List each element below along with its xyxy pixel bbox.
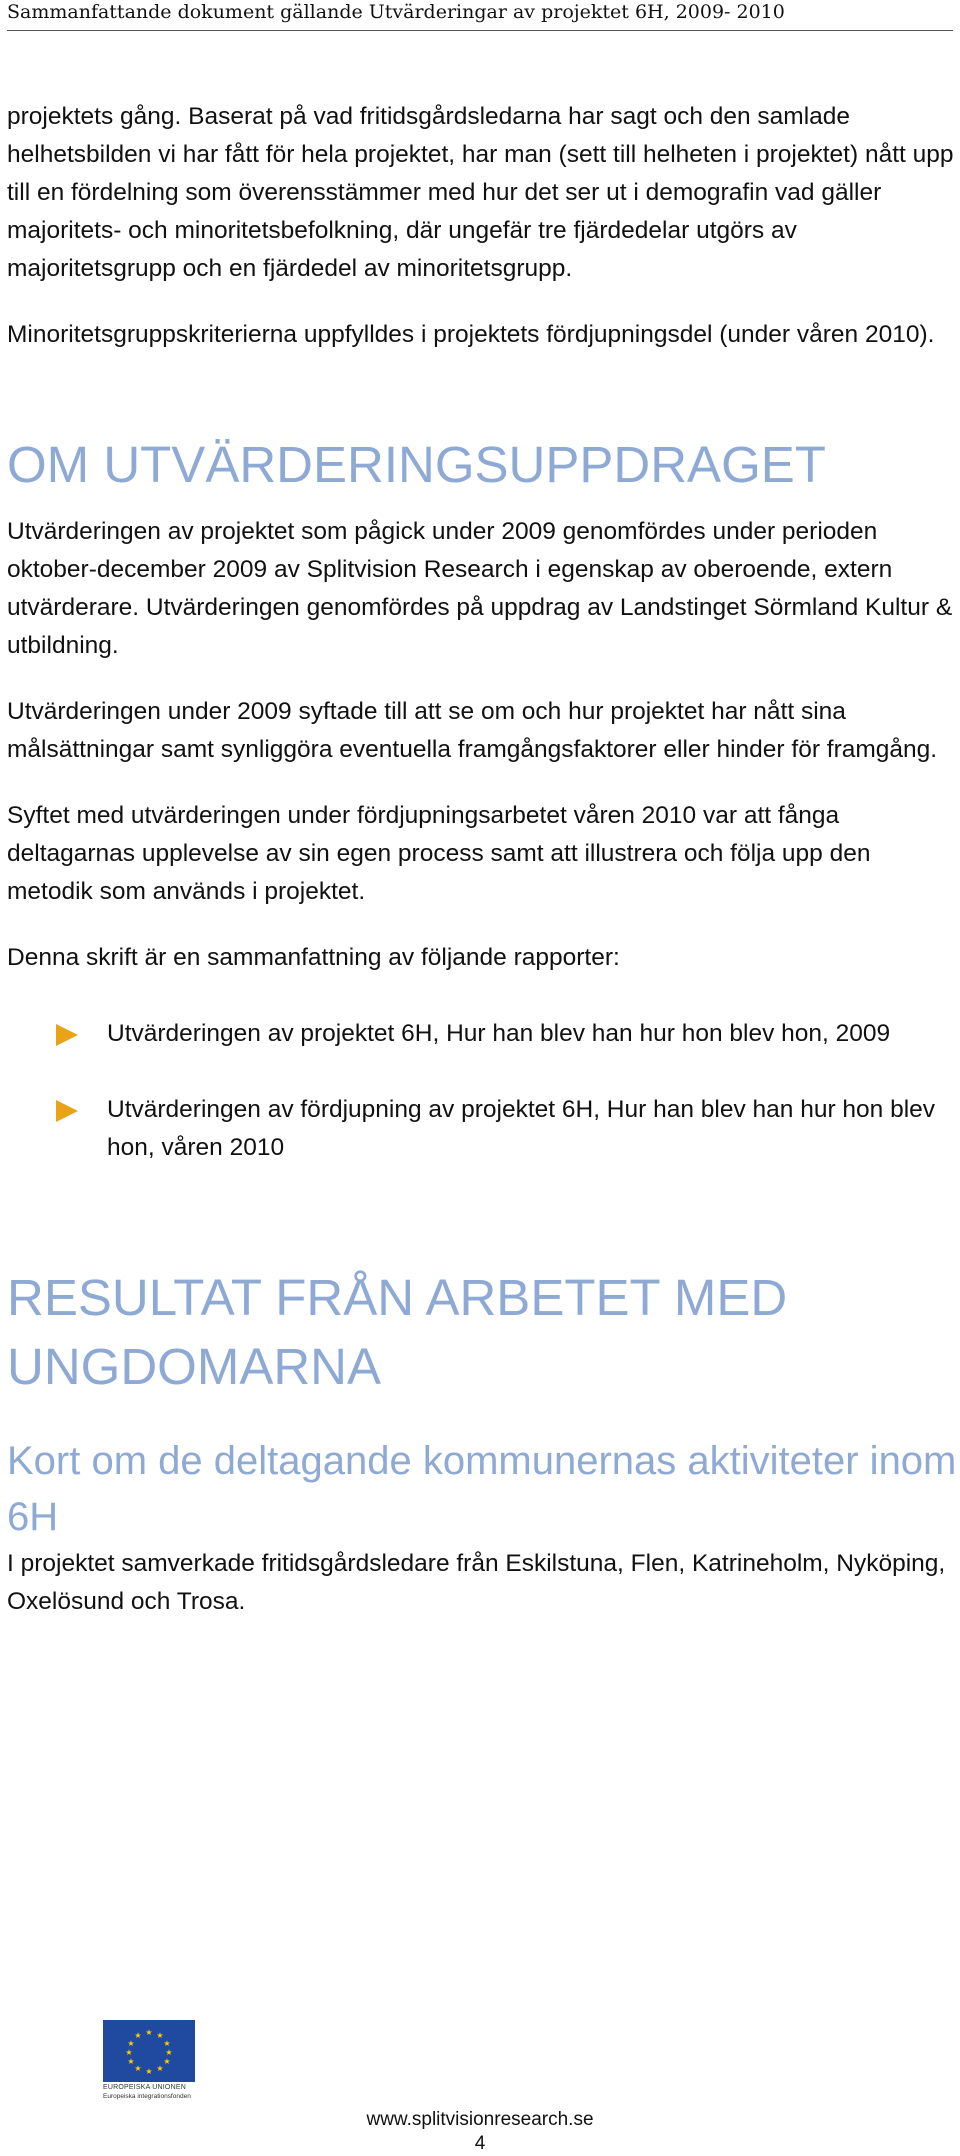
- eu-caption-subtitle: Europeiska integrationsfonden: [103, 2093, 191, 2100]
- page-number: 4: [474, 2133, 486, 2154]
- svg-text:★: ★: [125, 2048, 133, 2057]
- section-heading-assignment: OM UTVÄRDERINGSUPPDRAGET: [7, 436, 826, 493]
- footer-url: www.splitvisionresearch.se: [366, 2109, 594, 2130]
- subsection-heading: Kort om de deltagande kommunernas aktiviteter inom 6H: [7, 1439, 957, 1539]
- svg-text:★: ★: [145, 2028, 153, 2037]
- assignment-paragraph-3: Syftet med utvärderingen under fördjupningsarbetet våren 2010 var att fånga deltagarnas upplevelse av sin egen process samt att illustrera och följa upp den metodik som används i projektet.: [7, 802, 871, 905]
- svg-text:★: ★: [163, 2057, 171, 2066]
- section-heading-results: RESULTAT FRÅN ARBETET MED UNGDOMARNA: [7, 1269, 788, 1395]
- page-content: [7, 98, 957, 1621]
- assignment-paragraph-1: Utvärderingen av projektet som pågick under 2009 genomfördes under perioden oktober-december 2009 av Splitvision Research i egenskap av oberoende, extern utvärderare. Utvärderingen genomfördes på uppdrag av Landstinget Sörmland Kultur & utbildning.: [7, 518, 953, 659]
- svg-text:★: ★: [156, 2031, 164, 2040]
- eu-flag-icon: [103, 2020, 195, 2082]
- svg-text:★: ★: [145, 2067, 153, 2076]
- header-title: Sammanfattande dokument gällande Utvärderingar av projektet 6H, 2009- 2010: [7, 1, 785, 23]
- results-paragraph: I projektet samverkade fritidsgårdsledare från Eskilstuna, Flen, Katrineholm, Nyköping, Oxelösund och Trosa.: [7, 1550, 946, 1615]
- list-item: [7, 1015, 957, 1053]
- list-item: [7, 1091, 957, 1167]
- svg-text:★: ★: [134, 2031, 142, 2040]
- svg-text:★: ★: [165, 2048, 173, 2057]
- intro-paragraph-1: projektets gång. Baserat på vad fritidsgårdsledarna har sagt och den samlade helhetsbilden vi har fått för hela projektet, har man (sett till helheten i projektet) nått upp till en fördelning som överensstämmer med hur det ser ut i demografin vad gäller majoritets- och minoritetsbefolkning, där ungefär tre fjärdedelar utgörs av majoritetsgrupp och en fjärdedel av minoritetsgrupp.: [7, 103, 954, 282]
- svg-text:★: ★: [134, 2064, 142, 2073]
- svg-text:★: ★: [156, 2064, 164, 2073]
- svg-text:★: ★: [163, 2039, 171, 2048]
- arrow-bullet-icon: [56, 1100, 78, 1122]
- eu-logo: [100, 2020, 200, 2120]
- eu-caption-title: EUROPEISKA UNIONEN: [103, 2084, 186, 2091]
- svg-text:★: ★: [127, 2057, 135, 2066]
- svg-text:★: ★: [127, 2039, 135, 2048]
- assignment-paragraph-2: Utvärderingen under 2009 syftade till att se om och hur projektet har nått sina målsättningar samt synliggöra eventuella framgångsfaktorer eller hinder för framgång.: [7, 698, 938, 763]
- intro-paragraph-2: Minoritetsgruppskriterierna uppfylldes i projektets fördjupningsdel (under våren 2010).: [7, 321, 935, 348]
- report-title: Utvärderingen av projektet 6H, Hur han blev han hur hon blev hon, 2009: [107, 1020, 891, 1047]
- arrow-bullet-icon: [56, 1024, 78, 1046]
- report-list: [7, 1015, 957, 1167]
- report-title: Utvärderingen av fördjupning av projektet 6H, Hur han blev han hur hon blev hon, våren 2010: [107, 1096, 936, 1161]
- assignment-paragraph-4: Denna skrift är en sammanfattning av följande rapporter:: [7, 944, 620, 971]
- page-header: [7, 0, 953, 31]
